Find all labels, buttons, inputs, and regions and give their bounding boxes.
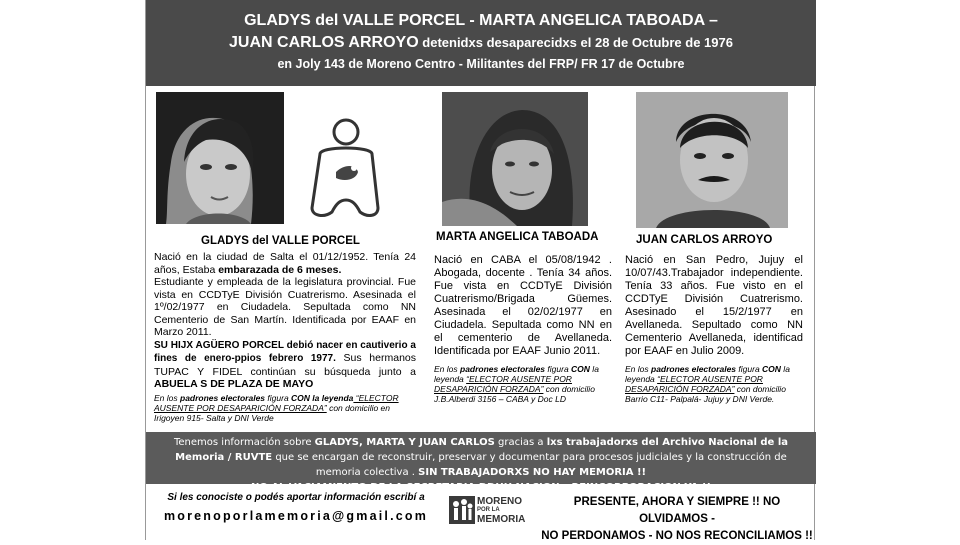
photo-marta (442, 92, 588, 226)
note-juan-carlos-f: “ELECTOR AUSENTE POR DESAPARICIÓN FORZADA” (625, 374, 763, 394)
note-juan-carlos-c: figura (736, 364, 763, 374)
note-marta-a: En los (434, 364, 460, 374)
bio-gladys-paragraph (154, 251, 416, 339)
note-juan-carlos-b: padrones electorales (651, 364, 737, 374)
bio-marta (434, 254, 612, 404)
photo-gladys (156, 92, 284, 224)
logo-line-3: MEMORIA (477, 514, 526, 525)
credit-part-2: GLADYS, MARTA Y JUAN CARLOS (314, 437, 495, 448)
name-gladys: GLADYS del VALLE PORCEL (201, 235, 360, 247)
slogan-line-1: PRESENTE, AHORA Y SIEMPRE !! NO OLVIDAMOS - (573, 496, 781, 525)
archive-credit-band (146, 432, 816, 493)
credit-part-3: gracias a (494, 437, 547, 448)
bio-gladys-siblings: Sus hermanos TUPAC Y FIDEL continúan su búsqueda junto a (154, 352, 416, 378)
bio-gladys-child (154, 339, 416, 391)
note-marta-f: “ELECTOR AUSENTE POR DESAPARICIÓN FORZADA” (434, 374, 572, 394)
note-gladys-e: “ELECTOR AUSENTE POR DESAPARICIÓN FORZADA” (154, 392, 399, 413)
contact-block (146, 492, 446, 523)
bio-marta-text: Nació en CABA el 05/08/1942 . Abogada, docente . Tenía 34 años. Fue vista en CCDTyE División Cuatrerismo/Brigada Güemes. Asesinada el 02/02/1977 en Ciudadela. Sepultada como NN en el cementerio de Avellaneda. Identificada por EAAF Junio 2011. (434, 254, 612, 357)
logo-line-1: MORENO (477, 496, 522, 507)
bio-gladys-pregnancy: embarazada de 6 meses. (218, 263, 342, 276)
credit-part-5: que se encargan de reconstruir, preservar y documentar para procesos judiciales y la construcción de memoria colectiva . (272, 452, 787, 478)
bio-juan-carlos-text: Nació en San Pedro, Jujuy el 10/07/43.Trabajador independiente. Tenía 33 años. Fue visto en el CCDTyE División Cuatrerismo. Asesinado el 15/2/1977 en Avellaneda. Sepultado como NN Cementerio Avellaneda, identificad por EAAF en Julio 2009. (625, 254, 803, 357)
memorial-poster (145, 0, 815, 540)
bio-gladys-birth: Nació en la ciudad de Salta el 01/12/1952. Tenía 24 años, Estaba (154, 251, 416, 276)
note-marta-e: la leyenda (434, 364, 599, 384)
note-gladys-d: CON la leyenda (291, 392, 354, 403)
header-line-3: en Joly 143 de Moreno Centro - Militantes del FRP/ FR 17 de Octubre (277, 57, 685, 71)
note-juan-carlos-a: En los (625, 364, 651, 374)
note-juan-carlos-d: CON (762, 364, 781, 374)
credit-part-4: lxs trabajadorxs del Archivo Nacional de la Memoria / RUVTE (175, 437, 788, 463)
logo-line-2: POR LA (477, 507, 500, 513)
bio-gladys-child-text: SU HIJX AGÜERO PORCEL debió nacer en cautiverio a fines de enero-ppios febrero 1977. (154, 339, 416, 364)
slogan-line-2: NO PERDONAMOS - NO NOS RECONCILIAMOS !! (541, 530, 813, 542)
bio-gladys-abuelas: ABUELA S DE PLAZA DE MAYO (154, 378, 314, 390)
note-marta-c: figura (545, 364, 572, 374)
header-line-2-names: JUAN CARLOS ARROYO (229, 34, 419, 51)
contact-invite: Si les conociste o podés aportar información escribí a (167, 492, 425, 503)
baby-silhouette-icon (298, 112, 390, 222)
reinstatement-demand: NO AL VACIAMIENTO DE LA SECRETARIA DDHH NACION – REINCORPORACION YA !! (250, 482, 712, 493)
moreno-por-la-memoria-logo (449, 492, 529, 526)
name-juan-carlos: JUAN CARLOS ARROYO (636, 234, 773, 246)
name-marta: MARTA ANGELICA TABOADA (436, 231, 599, 243)
portrait-marta-image (442, 92, 588, 226)
logo-figures-icon (449, 492, 475, 526)
note-gladys-b: padrones electorales (180, 392, 266, 403)
bio-juan-carlos (625, 254, 803, 404)
note-gladys-c: figura (265, 392, 292, 403)
note-gladys-f: con domicilio en Irigoyen 915- Salta y DNI Verde (154, 402, 391, 423)
note-marta-g: con domicilio J.B.Alberdi 3156 – CABA y Doc LD (434, 384, 595, 404)
logo-text (477, 496, 525, 525)
header-line-2-detail: detenidxs desaparecidxs el 28 de Octubre de 1976 (418, 35, 733, 50)
note-gladys-a: En los (154, 392, 180, 403)
contact-email: morenoporlamemoria@gmail.com (163, 509, 429, 523)
poster-header (146, 0, 816, 86)
note-marta-b: padrones electorales (460, 364, 546, 374)
credit-part-1: Tenemos información sobre (174, 437, 315, 448)
header-line-1: GLADYS del VALLE PORCEL - MARTA ANGELICA TABOADA – (244, 12, 718, 29)
bio-gladys (154, 251, 416, 423)
portrait-juan-carlos-image (636, 92, 788, 228)
note-marta (434, 364, 612, 404)
note-gladys (154, 393, 416, 423)
bio-gladys-details: Estudiante y empleada de la legislatura provincial. Fue vista en CCDTyE División Cuatrerismo. Asesinada el 1º/02/1977 en Ciudadela. Sepultada como NN Cementerio de San Martín. Identificada por EAAF en Marzo 2011. (154, 276, 416, 338)
note-juan-carlos-g: con domicilio Barrio C11- Palpalá- Jujuy y DNI Verde. (625, 384, 786, 404)
portrait-gladys-image (156, 92, 284, 224)
header-line-2 (146, 32, 816, 54)
note-juan-carlos (625, 364, 803, 404)
credit-part-6: SIN TRABAJADORXS NO HAY MEMORIA !! (418, 467, 647, 478)
note-juan-carlos-e: la leyenda (625, 364, 790, 384)
archive-credit-text (146, 435, 816, 480)
slogan (539, 494, 815, 545)
photo-juan-carlos (636, 92, 788, 228)
note-marta-d: CON (571, 364, 590, 374)
